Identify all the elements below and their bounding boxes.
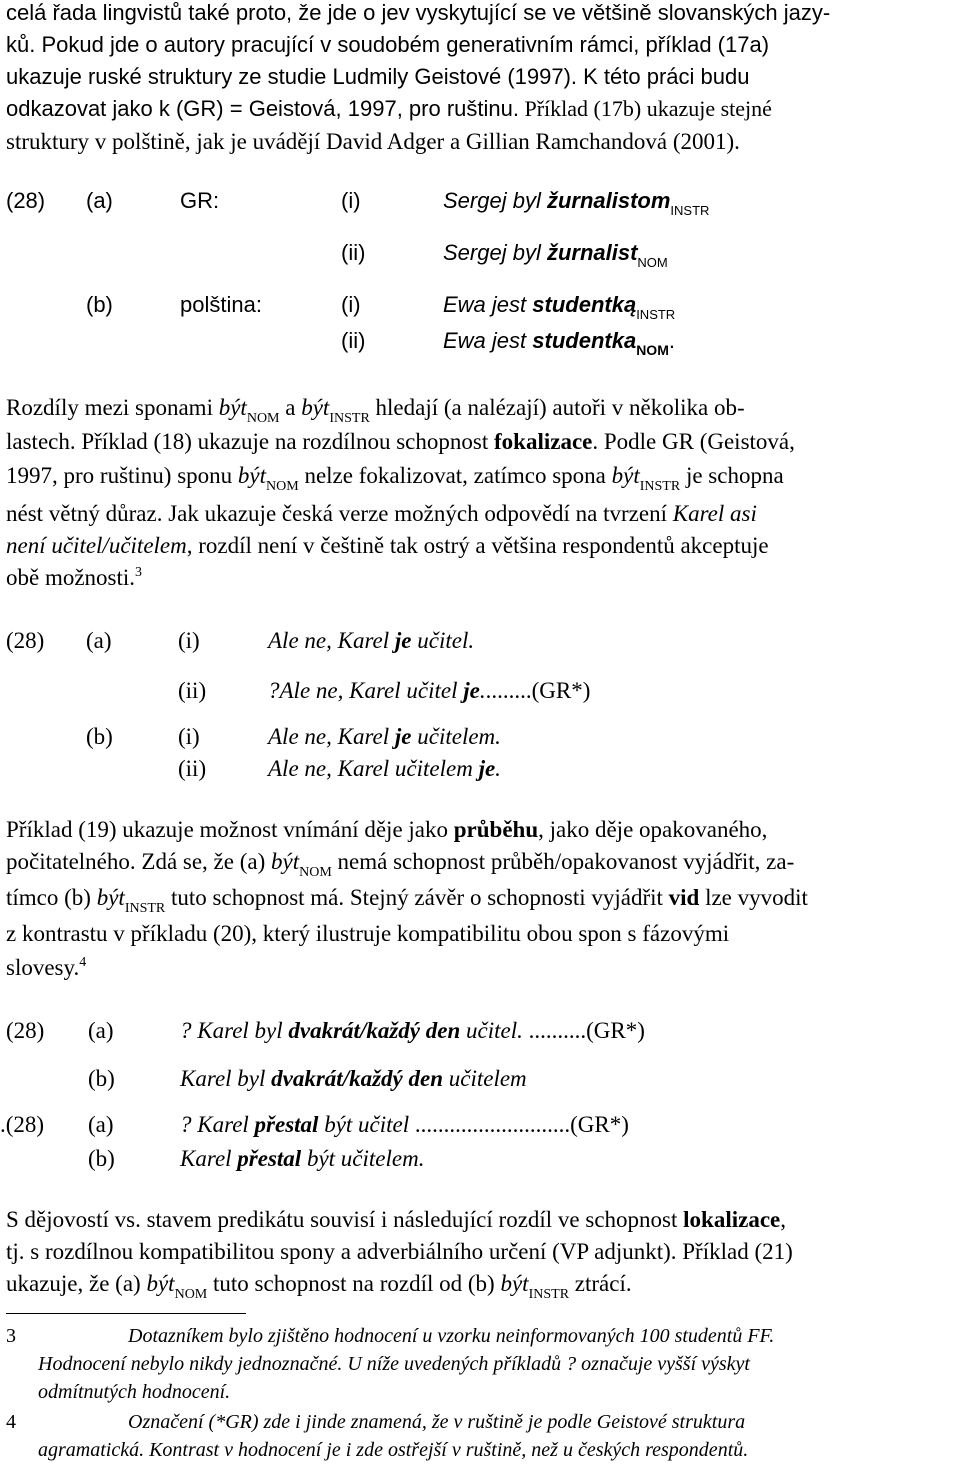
example-letter-a: (a) (88, 1018, 114, 1043)
example-sentence: Ale ne, Karel je učitelem. (268, 724, 501, 749)
para2-line-1: Rozdíly mezi sponami být$_{NOM}$ a být$_{INSTR}$ hledají (a nalézají) autoři v několika ob- (6, 395, 745, 426)
intro-line-3: ukazuje ruské struktury ze studie Ludmily Geistové (1997). K této práci budu (6, 64, 750, 89)
intro-line-2: ků. Pokud jde o autory pracující v soudobém generativním rámci, příklad (17a) (6, 32, 770, 57)
example-letter-b: (b) (86, 724, 113, 749)
para3-line-1: Příklad (19) ukazuje možnost vnímání děje jako průběhu, jako děje opakovaného, (6, 817, 768, 842)
para4-line-1: S dějovostí vs. stavem predikátu souvisí i následující rozdíl ve schopnost lokalizace, (6, 1207, 786, 1232)
example-sentence: Karel přestal být učitelem. (180, 1146, 425, 1171)
intro-line-4a: odkazovat jako k (GR) = Geistová, 1997, pro ruštinu. (6, 96, 519, 121)
footnote-3-text: odmítnutých hodnocení. (38, 1381, 231, 1403)
footnote-4-text: Označení (*GR) zde i jinde znamená, že v ruštině je podle Geistové struktura (128, 1411, 746, 1433)
para2-line-3: 1997, pro ruštinu) sponu být$_{NOM}$ nelze fokalizovat, zatímco spona být$_{INSTR}$ je schopna (6, 463, 784, 494)
footnote-3-number: 3 (6, 1325, 16, 1347)
para2-line-5: není učitel/učitelem, rozdíl není v češtině tak ostrý a většina respondentů akceptuje (6, 533, 769, 558)
example-sentence: Sergej byl žurnalist$_{NOM}$ (443, 240, 668, 270)
example-number: .(28) (0, 1112, 45, 1137)
example-letter-a: (a) (88, 1112, 114, 1137)
footnote-4-text: agramatická. Kontrast v hodnocení je i zde ostřejší v ruštině, než u českých respondentů. (38, 1439, 749, 1461)
example-number: (28) (6, 188, 46, 213)
para3-line-3: tímco (b) být$_{INSTR}$ tuto schopnost má. Stejný závěr o schopnosti vyjádřit vid lze vyvodit (6, 885, 808, 916)
item-ii: (ii) (341, 240, 366, 265)
intro-line-5: struktury v polštině, jak je uvádějí David Adger a Gillian Ramchandová (2001). (6, 129, 740, 154)
item-i: (i) (341, 188, 361, 213)
footnote-3-text: Hodnocení nebylo nikdy jednoznačné. U níže uvedených příkladů ? označuje vyšší výskyt (38, 1353, 750, 1375)
example-sentence: Ale ne, Karel učitelem je. (268, 756, 501, 781)
example-sentence: Ewa jest studentką$_{INSTR}$ (443, 292, 676, 322)
item-ii: (ii) (178, 678, 207, 703)
para2-line-4: nést větný důraz. Jak ukazuje česká verze možných odpovědí na tvrzení Karel asi (6, 501, 757, 526)
footnote-4-number: 4 (6, 1411, 16, 1433)
intro-line-4 (6, 98, 772, 120)
example-letter-b: (b) (88, 1146, 115, 1171)
example-sentence: ? Karel byl dvakrát/každý den učitel. ..........(GR*) (180, 1018, 645, 1043)
language-label-gr: GR: (180, 188, 220, 213)
example-number: (28) (6, 628, 45, 653)
language-label-polish: polština: (180, 292, 262, 317)
item-ii: (ii) (341, 328, 366, 353)
para2-line-2: lastech. Příklad (18) ukazuje na rozdílnou schopnost fokalizace. Podle GR (Geistová, (6, 429, 795, 454)
para4-line-3: ukazuje, že (a) být$_{NOM}$ tuto schopnost na rozdíl od (b) být$_{INSTR}$ ztrácí. (6, 1271, 632, 1302)
example-sentence: Ale ne, Karel je učitel. (268, 628, 475, 653)
para3-line-5: slovesy.$^4$ (6, 955, 87, 980)
example-sentence: Sergej byl žurnalistom$_{INSTR}$ (443, 188, 710, 218)
para3-line-2: počitatelného. Zdá se, že (a) být$_{NOM}$ nemá schopnost průběh/opakovanost vyjádřit, za- (6, 849, 795, 880)
item-i: (i) (178, 628, 200, 653)
example-number: (28) (6, 1018, 45, 1043)
example-sentence: ? Karel přestal být učitel ...........................(GR*) (180, 1112, 629, 1137)
footnote-ref-4: 4 (79, 955, 87, 970)
example-sentence: ?Ale ne, Karel učitel je.........(GR*) (268, 678, 591, 703)
example-letter-b: (b) (88, 1066, 115, 1091)
example-letter-a: (a) (86, 628, 112, 653)
para4-line-2: tj. s rozdílnou kompatibilitou spony a adverbiálního určení (VP adjunkt). Příklad (21) (6, 1239, 793, 1264)
example-sentence: Ewa jest studentka$_{NOM}$. (443, 328, 675, 358)
para2-line-6: obě možnosti.$^3$ (6, 565, 143, 590)
para3-line-4: z kontrastu v příkladu (20), který ilustruje kompatibilitu obou spon s fázovými (6, 921, 730, 946)
example-letter-b: (b) (86, 292, 113, 317)
footnote-ref-3: 3 (135, 565, 143, 580)
example-letter-a: (a) (86, 188, 113, 213)
intro-line-4b: Příklad (17b) ukazuje stejné (518, 96, 772, 121)
footnote-3-text: Dotazníkem bylo zjištěno hodnocení u vzorku neinformovaných 100 studentů FF. (128, 1325, 775, 1347)
footnote-separator (6, 1313, 246, 1314)
item-i: (i) (178, 724, 200, 749)
item-i: (i) (341, 292, 361, 317)
item-ii: (ii) (178, 756, 207, 781)
example-sentence: Karel byl dvakrát/každý den učitelem (180, 1066, 527, 1091)
intro-line-1: celá řada lingvistů také proto, že jde o jev vyskytující se ve většině slovanských jazy- (6, 0, 831, 25)
